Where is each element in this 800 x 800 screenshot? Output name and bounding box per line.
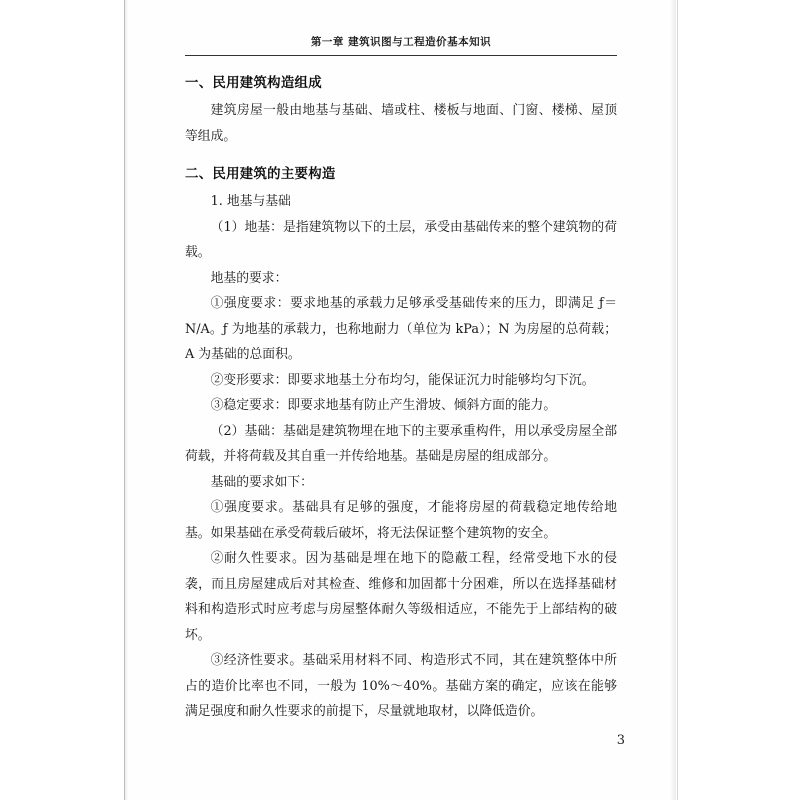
page-left-edge-shadow <box>124 0 128 800</box>
paragraph: 1. 地基与基础 <box>210 194 291 209</box>
paragraph: ③经济性要求。基础采用材料不同、构造形式不同，其在建筑整体中所占的造价比率也不同，一般为 10%～40%。基础方案的确定，应该在能够满足强度和耐久性要求的前提下，尽量就地取材，以降低造价。 <box>185 653 617 719</box>
paragraph: ①强度要求。基础具有足够的强度，才能将房屋的荷载稳定地传给地基。如果基础在承受荷载后破坏，将无法保证整个建筑物的安全。 <box>185 500 617 541</box>
header-rule <box>185 55 617 56</box>
paragraph: 地基的要求： <box>210 270 288 286</box>
paragraph: ②耐久性要求。因为基础是埋在地下的隐蔽工程，经常受地下水的侵袭，而且房屋建成后对其检查、维修和加固都十分困难，所以在选择基础材料和构造形式时应考虑与房屋整体耐久等级相适应，不能先于上部结构的破坏。 <box>185 551 617 643</box>
paragraph: ①强度要求：要求地基的承载力足够承受基础传来的压力，即满足 ƒ＝N/A。ƒ 为地基的承载力，也称地耐力（单位为 kPa）；N 为房屋的总荷载；A 为基础的总面积。 <box>185 296 618 362</box>
section-heading-1: 一、民用建筑构造组成 <box>185 75 322 91</box>
paragraph: 基础的要求如下： <box>210 474 313 490</box>
page-sheet <box>124 0 678 800</box>
running-header: 第一章 建筑识图与工程造价基本知识 <box>310 36 492 48</box>
page-number: 3 <box>616 733 625 748</box>
paragraph: （2）基础：基础是建筑物埋在地下的主要承重构件，用以承受房屋全部荷载，并将荷载及其自重一并传给地基。基础是房屋的组成部分。 <box>185 423 617 464</box>
page-content <box>185 34 617 725</box>
paragraph: ③稳定要求：即要求地基有防止产生滑坡、倾斜方面的能力。 <box>210 398 557 413</box>
section-heading-2: 二、民用建筑的主要构造 <box>185 166 336 182</box>
paragraph: ②变形要求：即要求地基土分布均匀，能保证沉力时能够均匀下沉。 <box>210 372 595 388</box>
paragraph: （1）地基：是指建筑物以下的土层，承受由基础传来的整个建筑物的荷载。 <box>185 219 617 260</box>
body-text <box>185 70 617 725</box>
paragraph: 建筑房屋一般由地基与基础、墙或柱、楼板与地面、门窗、楼梯、屋顶等组成。 <box>185 103 617 144</box>
page-right-edge-shadow <box>670 0 676 800</box>
